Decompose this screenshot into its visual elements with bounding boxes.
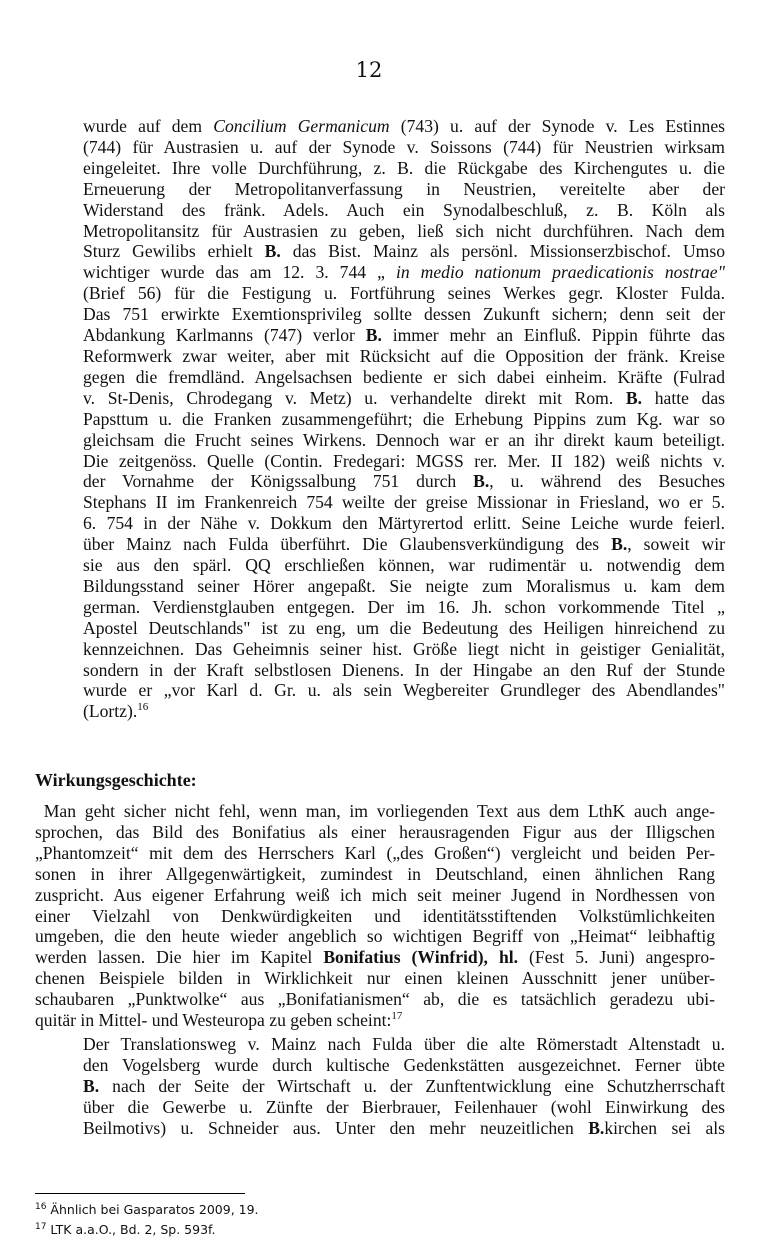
text-line: Die zeitgenöss. Quelle (Contin. Fredegari: MGSS rer. Mer. II 182) weiß nichts v. xyxy=(83,450,725,471)
text-line: Metropolitansitz für Austrasien zu geben, ließ sich nicht durchführen. Nach dem xyxy=(83,220,725,241)
text-line: Stephans II im Frankenreich 754 weilte der greise Missionar in Friesland, wo er 5. xyxy=(83,492,725,513)
text-line: kennzeichnen. Das Geheimnis seiner hist. Größe liegt nicht in geistiger Genialität, xyxy=(83,638,725,659)
footnote: $^{17}$ LTK a.a.O., Bd. 2, Sp. 593f. xyxy=(35,1221,216,1237)
text-line: gegen die fremdländ. Angelsachsen bediente er sich dabei einheim. Kräfte (Fulrad xyxy=(83,366,725,387)
text-line: Apostel Deutschlands" ist zu eng, um die Bedeutung des Heiligen hinreichend zu xyxy=(83,617,725,638)
quotation-block-1 xyxy=(83,116,725,722)
text-line: sie aus den spärl. QQ erschließen können, war rudimentär u. notwendig dem xyxy=(83,555,725,576)
text-line: (Brief 56) für die Festigung u. Fortführung seines Werkes gegr. Kloster Fulda. xyxy=(83,283,725,304)
page-number: 12 xyxy=(355,58,383,82)
text-line: wurde er „vor Karl d. Gr. u. als sein Wegbereiter Grundleger des Abendlandes" xyxy=(83,680,725,701)
text-line: v. St-Denis, Chrodegang v. Metz) u. verhandelte direkt mit Rom. B. hatte das xyxy=(83,387,725,408)
text-line: chenen Beispiele bilden in Wirklichkeit nur einen kleinen Ausschnitt jener unüber- xyxy=(35,968,715,989)
text-line: umgeben, die den heute wieder angeblich so wichtigen Begriff von „Heimat“ leibhaftig xyxy=(35,926,715,947)
text-line: einer Vielzahl von Denkwürdigkeiten und identitätsstiftenden Volkstümlichkeiten xyxy=(35,905,715,926)
text-line: wichtiger wurde das am 12. 3. 744 „ in medio nationum praedicationis nostrae" xyxy=(83,262,725,283)
section-heading: Wirkungsgeschichte: xyxy=(35,770,197,790)
text-line: zuspricht. Aus eigener Erfahrung weiß ich mich seit meiner Jugend in Nordhessen von xyxy=(35,884,715,905)
footnote-ref: 17 xyxy=(391,1010,403,1023)
text-line: Papsttum u. die Franken zusammengeführt; die Erhebung Pippins zum Kg. war so xyxy=(83,408,725,429)
text-line: german. Verdienstglauben entgegen. Der im 16. Jh. schon vorkommende Titel „ xyxy=(83,596,725,617)
footnote-separator xyxy=(35,1193,245,1194)
text-line: „Phantomzeit“ mit dem des Herrschers Karl („des Großen“) vergleicht und beiden Per- xyxy=(35,842,715,863)
text-line: Man geht sicher nicht fehl, wenn man, im vorliegenden Text aus dem LthK auch ange- xyxy=(35,801,715,821)
text-line: über die Gewerbe u. Zünfte der Bierbrauer, Feilenhauer (wohl Einwirkung des xyxy=(83,1096,725,1117)
text-line: Reformwerk zwar weiter, aber mit Rücksicht auf die Opposition der fränk. Kreise xyxy=(83,345,725,366)
quotation-block-2 xyxy=(83,1034,725,1139)
text-line: eingeleitet. Ihre volle Durchführung, z. B. die Rückgabe des Kirchengutes u. die xyxy=(83,157,725,178)
text-line: gleichsam die Frucht seines Wirkens. Dennoch war er an ihr direkt kaum beteiligt. xyxy=(83,429,725,450)
text-line: Widerstand des fränk. Adels. Auch ein Synodalbeschluß, z. B. Köln als xyxy=(83,199,725,220)
text-line: Beilmotivs) u. Schneider aus. Unter den mehr neuzeitlichen B.kirchen sei als xyxy=(83,1117,725,1138)
text-line: über Mainz nach Fulda überführt. Die Glaubensverkündigung des B., soweit wir xyxy=(83,534,725,555)
text-line: 6. 754 in der Nähe v. Dokkum den Märtyrertod erlitt. Seine Leiche wurde feierl. xyxy=(83,513,725,534)
text-line: Abdankung Karlmanns (747) verlor B. immer mehr an Einfluß. Pippin führte das xyxy=(83,325,725,346)
text-line: wurde auf dem Concilium Germanicum (743) u. auf der Synode v. Les Estinnes xyxy=(83,116,726,136)
text-line: sprochen, das Bild des Bonifatius als einer herausragenden Figur aus der Illigschen xyxy=(35,821,715,842)
text-line: quitär in Mittel- und Westeuropa zu geben scheint:$^{17}$ xyxy=(35,1010,403,1031)
text-line: Der Translationsweg v. Mainz nach Fulda über die alte Römerstadt Altenstadt u. xyxy=(83,1034,725,1054)
text-line: sondern in der Kraft selbstlosen Dienens. In der Hingabe an den Ruf der Stunde xyxy=(83,659,725,680)
text-line: den Vogelsberg wurde durch kultische Gedenkstätten ausgezeichnet. Ferner übte xyxy=(83,1054,725,1075)
text-line: schaubaren „Punktwolke“ aus „Bonifatianismen“ ab, die es tatsächlich geradezu ubi- xyxy=(35,989,715,1010)
text-line: der Vornahme der Königssalbung 751 durch B., u. während des Besuches xyxy=(83,471,725,492)
text-line: (Lortz).$^{16}$ xyxy=(83,701,149,722)
text-line: B. nach der Seite der Wirtschaft u. der Zunftentwicklung eine Schutzherrschaft xyxy=(83,1075,725,1096)
footnote: $^{16}$ Ähnlich bei Gasparatos 2009, 19. xyxy=(35,1201,259,1217)
text-line: sonen in ihrer Allgegenwärtigkeit, zumindest in Deutschland, einen ähnlichen Rang xyxy=(35,863,715,884)
text-line: Bildungsstand seiner Hörer angepaßt. Sie neigte zum Moralismus u. kam dem xyxy=(83,575,725,596)
text-line: werden lassen. Die hier im Kapitel Bonifatius (Winfrid), hl. (Fest 5. Juni) angespro- xyxy=(35,947,715,968)
text-line: Erneuerung der Metropolitanverfassung in Neustrien, vereitelte aber der xyxy=(83,178,725,199)
text-line: (744) für Austrasien u. auf der Synode v. Soissons (744) für Neustrien wirksam xyxy=(83,136,725,157)
text-line: Sturz Gewilibs erhielt B. das Bist. Mainz als persönl. Missionserzbischof. Umso xyxy=(83,241,725,262)
body-paragraph xyxy=(35,801,715,1031)
text-line: Das 751 erwirkte Exemtionsprivileg sollte dessen Zukunft sichern; denn seit der xyxy=(83,304,725,325)
footnote-ref: 16 xyxy=(137,701,149,714)
